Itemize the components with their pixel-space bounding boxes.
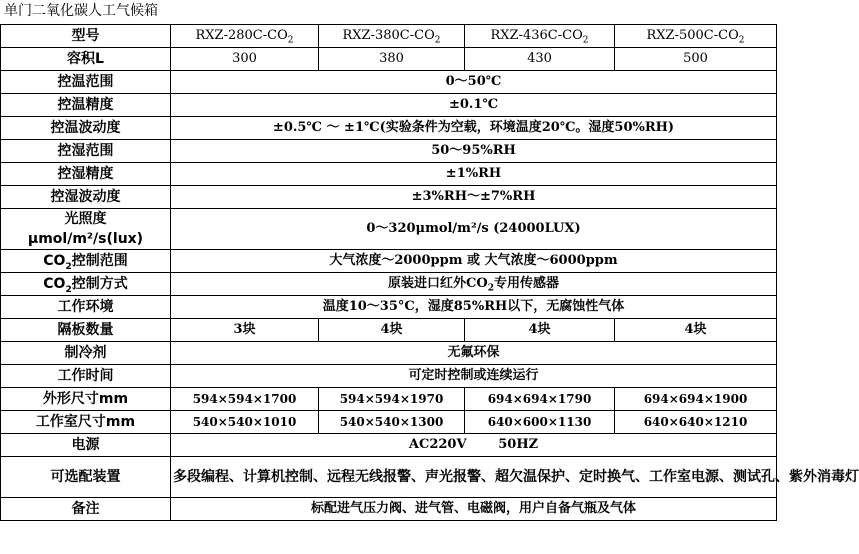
table-row-capacity	[1, 48, 777, 71]
co2-mode-value-suffix: 专用传感器	[493, 276, 559, 291]
row-label-hum-range: 控湿范围	[1, 140, 171, 163]
outer-size-cell: 594×594×1700	[171, 388, 319, 411]
row-label-co2-mode	[1, 273, 171, 296]
outer-size-cell: 594×594×1970	[319, 388, 465, 411]
row-label-temp-precision: 控温精度	[1, 94, 171, 117]
table-row-refrigerant	[1, 342, 777, 365]
table-row-co2-mode	[1, 273, 777, 296]
model-name: RXZ-280C-CO	[195, 28, 288, 43]
work-time-value: 可定时控制或连续运行	[171, 365, 777, 388]
table-row-hum-precision	[1, 163, 777, 186]
table-row-hum-range	[1, 140, 777, 163]
table-row-light	[1, 209, 777, 250]
inner-size-cell: 640×600×1130	[465, 411, 615, 434]
co2-mode-value-subscript: 2	[487, 283, 494, 294]
capacity-cell: 500	[615, 48, 777, 71]
table-row-outer-size	[1, 388, 777, 411]
row-label-model: 型号	[1, 25, 171, 48]
row-label-hum-precision: 控湿精度	[1, 163, 171, 186]
temp-fluct-value: ±0.5℃ ～ ±1℃(实验条件为空载，环境温度20℃。湿度50%RH)	[171, 117, 777, 140]
table-row-model	[1, 25, 777, 48]
hum-range-value: 50～95%RH	[171, 140, 777, 163]
co2-label-prefix: CO	[43, 253, 66, 269]
co2-label-subscript: 2	[65, 284, 72, 295]
row-label-remarks: 备注	[1, 498, 171, 521]
row-label-work-time: 工作时间	[1, 365, 171, 388]
co2-label-prefix: CO	[43, 276, 66, 292]
table-row-shelves	[1, 319, 777, 342]
model-cell	[171, 25, 319, 48]
table-row-hum-fluct	[1, 186, 777, 209]
shelves-cell: 4块	[465, 319, 615, 342]
page-title: 单门二氧化碳人工气候箱	[4, 3, 158, 19]
options-value: 多段编程、计算机控制、远程无线报警、声光报警、超欠温保护、定时换气、工作室电源、测试孔、紫外消毒灯	[171, 457, 777, 498]
row-label-power: 电源	[1, 434, 171, 457]
co2-mode-value-prefix: 原装进口红外CO	[388, 276, 488, 291]
hum-fluct-value: ±3%RH～±7%RH	[171, 186, 777, 209]
row-label-hum-fluct: 控湿波动度	[1, 186, 171, 209]
model-subscript: 2	[738, 35, 745, 46]
co2-label-suffix: 控制方式	[71, 276, 128, 292]
table-row-temp-fluct	[1, 117, 777, 140]
table-row-environment	[1, 296, 777, 319]
row-label-inner-size: 工作室尺寸mm	[1, 411, 171, 434]
table-row-work-time	[1, 365, 777, 388]
model-subscript: 2	[287, 35, 294, 46]
spec-table	[0, 24, 859, 521]
temp-precision-value: ±0.1℃	[171, 94, 777, 117]
remarks-value: 标配进气压力阀、进气管、电磁阀，用户自备气瓶及气体	[171, 498, 777, 521]
power-value: AC220V 50HZ	[171, 434, 777, 457]
model-name: RXZ-436C-CO	[490, 28, 583, 43]
refrigerant-value: 无氟环保	[171, 342, 777, 365]
shelves-cell: 4块	[319, 319, 465, 342]
model-name: RXZ-500C-CO	[646, 28, 739, 43]
row-label-refrigerant: 制冷剂	[1, 342, 171, 365]
row-label-light	[1, 209, 171, 250]
table-row-inner-size	[1, 411, 777, 434]
row-label-environment: 工作环境	[1, 296, 171, 319]
outer-size-cell: 694×694×1900	[615, 388, 777, 411]
row-label-co2-range	[1, 250, 171, 273]
model-name: RXZ-380C-CO	[342, 28, 435, 43]
table-row-power	[1, 434, 777, 457]
model-cell	[465, 25, 615, 48]
row-label-temp-range: 控温范围	[1, 71, 171, 94]
row-label-outer-size: 外形尺寸mm	[1, 388, 171, 411]
capacity-cell: 380	[319, 48, 465, 71]
outer-size-cell: 694×694×1790	[465, 388, 615, 411]
co2-label-suffix: 控制范围	[71, 253, 128, 269]
light-value: 0～320μmol/m²/s (24000LUX)	[171, 209, 777, 250]
table-row-temp-precision	[1, 94, 777, 117]
row-label-capacity: 容积L	[1, 48, 171, 71]
co2-mode-value	[171, 273, 777, 296]
co2-range-value: 大气浓度～2000ppm 或 大气浓度～6000ppm	[171, 250, 777, 273]
light-label-line1: 光照度	[64, 211, 107, 227]
row-label-options: 可选配装置	[1, 457, 171, 498]
row-label-shelves: 隔板数量	[1, 319, 171, 342]
table-row-co2-range	[1, 250, 777, 273]
inner-size-cell: 540×540×1010	[171, 411, 319, 434]
model-cell	[319, 25, 465, 48]
table-row-temp-range	[1, 71, 777, 94]
capacity-cell: 300	[171, 48, 319, 71]
inner-size-cell: 540×540×1300	[319, 411, 465, 434]
model-cell	[615, 25, 777, 48]
light-label-line2: μmol/m²/s(lux)	[27, 231, 144, 247]
environment-value: 温度10～35°C，湿度85%RH以下，无腐蚀性气体	[171, 296, 777, 319]
shelves-cell: 3块	[171, 319, 319, 342]
capacity-cell: 430	[465, 48, 615, 71]
inner-size-cell: 640×640×1210	[615, 411, 777, 434]
row-label-temp-fluct: 控温波动度	[1, 117, 171, 140]
temp-range-value: 0～50℃	[171, 71, 777, 94]
co2-label-subscript: 2	[65, 261, 72, 272]
shelves-cell: 4块	[615, 319, 777, 342]
model-subscript: 2	[434, 35, 441, 46]
table-row-options	[1, 457, 777, 498]
table-row-remarks	[1, 498, 777, 521]
hum-precision-value: ±1%RH	[171, 163, 777, 186]
model-subscript: 2	[582, 35, 589, 46]
